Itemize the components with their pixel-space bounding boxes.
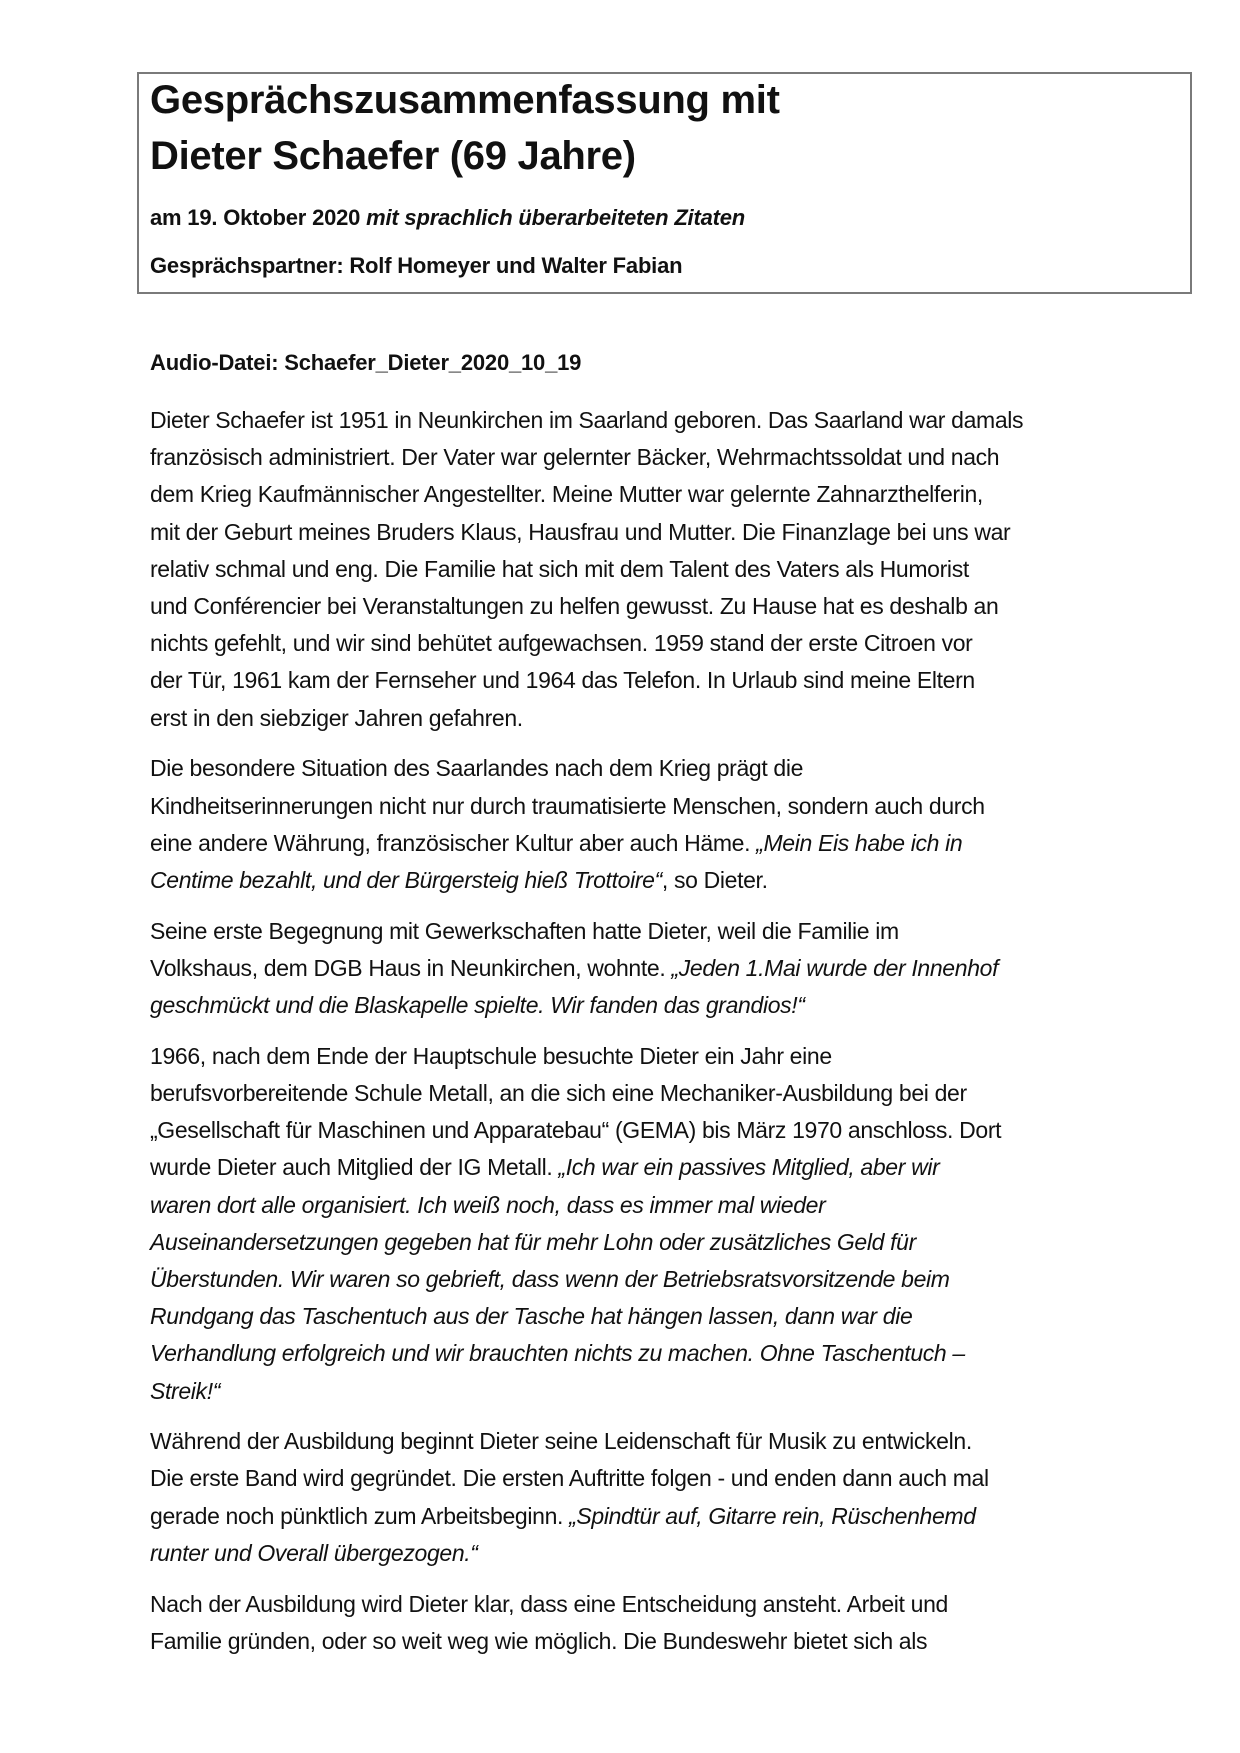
paragraph-2-line xyxy=(150,830,962,857)
body-text: Volkshaus, dem DGB Haus in Neunkirchen, wohnte. xyxy=(150,954,672,981)
body-text: Dieter Schaefer ist 1951 in Neunkirchen im Saarland geboren. Das Saarland war damals xyxy=(150,407,1024,433)
body-text: der Tür, 1961 kam der Fernseher und 1964 das Telefon. In Urlaub sind meine Eltern xyxy=(150,667,975,694)
body-text: wurde Dieter auch Mitglied der IG Metall. xyxy=(150,1154,559,1181)
body-text: Die erste Band wird gegründet. Die ersten Auftritte folgen - und enden dann auch mal xyxy=(150,1465,989,1492)
paragraph-1-line xyxy=(150,630,972,657)
paragraph-1-line xyxy=(150,407,1023,434)
document-title-line-1: Gesprächszusammenfassung mit xyxy=(150,78,780,122)
interview-note: mit sprachlich überarbeiteten Zitaten xyxy=(366,205,746,230)
paragraph-6-line xyxy=(150,1628,927,1655)
paragraph-3-line xyxy=(150,955,998,982)
interview-date-text: am 19. Oktober 2020 xyxy=(150,205,367,230)
body-text: Seine erste Begegnung mit Gewerkschaften hatte Dieter, weil die Familie im xyxy=(150,917,899,944)
quote-text: runter und Overall übergezogen.“ xyxy=(150,1539,478,1566)
paragraph-1-line xyxy=(150,667,975,694)
paragraph-3-line xyxy=(150,992,805,1019)
quote-text: Überstunden. Wir waren so gebrieft, dass wenn der Betriebsratsvorsitzende beim xyxy=(150,1265,950,1292)
body-text: , so Dieter. xyxy=(661,866,768,893)
paragraph-4-line xyxy=(150,1043,832,1070)
body-text: dem Krieg Kaufmännischer Angestellter. Meine Mutter war gelernte Zahnarzthelferin, xyxy=(150,481,983,508)
paragraph-6-line xyxy=(150,1591,948,1618)
paragraph-2-line xyxy=(150,867,768,894)
paragraph-5-line xyxy=(150,1465,989,1492)
paragraph-4-line xyxy=(150,1117,1001,1144)
body-text: Die besondere Situation des Saarlandes nach dem Krieg prägt die xyxy=(150,755,804,782)
body-text: Familie gründen, oder so weit weg wie möglich. Die Bundeswehr bietet sich als xyxy=(150,1627,928,1654)
audio-file-label: Audio-Datei: Schaefer_Dieter_2020_10_19 xyxy=(150,350,582,375)
paragraph-1-line xyxy=(150,593,998,620)
quote-text: Auseinandersetzungen gegeben hat für mehr Lohn oder zusätzliches Geld für xyxy=(150,1228,916,1255)
paragraph-1-line xyxy=(150,481,983,508)
quote-text: Centime bezahlt, und der Bürgersteig hieß Trottoire“ xyxy=(150,866,662,893)
paragraph-4-line xyxy=(150,1154,939,1181)
paragraph-1-line xyxy=(150,519,1010,546)
paragraph-3-line xyxy=(150,918,899,945)
quote-text: waren dort alle organisiert. Ich weiß noch, dass es immer mal wieder xyxy=(150,1191,826,1218)
quote-text: Verhandlung erfolgreich und wir brauchten nichts zu machen. Ohne Taschentuch – xyxy=(150,1340,965,1367)
paragraph-4-line xyxy=(150,1378,220,1405)
body-text: gerade noch pünktlich zum Arbeitsbeginn. xyxy=(150,1502,570,1529)
paragraph-5-line xyxy=(150,1428,972,1455)
quote-text: „Spindtür auf, Gitarre rein, Rüschenhemd xyxy=(569,1502,976,1529)
quote-text: geschmückt und die Blaskapelle spielte. Wir fanden das grandios!“ xyxy=(150,992,805,1018)
paragraph-1-line xyxy=(150,556,969,583)
quote-text: „Mein Eis habe ich in xyxy=(756,829,963,856)
paragraph-4-line xyxy=(150,1080,967,1107)
paragraph-5-line xyxy=(150,1540,478,1567)
interview-date xyxy=(150,205,745,231)
body-text: nichts gefehlt, und wir sind behütet aufgewachsen. 1959 stand der erste Citroen vor xyxy=(150,630,973,657)
paragraph-1-line xyxy=(150,444,999,471)
body-text: französisch administriert. Der Vater war gelernter Bäcker, Wehrmachtssoldat und nach xyxy=(150,444,1000,471)
body-text: und Conférencier bei Veranstaltungen zu helfen gewusst. Zu Hause hat es deshalb an xyxy=(150,593,999,619)
quote-text: „Ich war ein passives Mitglied, aber wir xyxy=(558,1154,940,1181)
paragraph-4-line xyxy=(150,1229,916,1256)
body-text: relativ schmal und eng. Die Familie hat sich mit dem Talent des Vaters als Humorist xyxy=(150,555,969,582)
paragraph-4-line xyxy=(150,1266,950,1293)
quote-text: Rundgang das Taschentuch aus der Tasche hat hängen lassen, dann war die xyxy=(150,1303,913,1330)
body-text: eine andere Währung, französischer Kultur aber auch Häme. xyxy=(150,829,757,856)
body-text: Während der Ausbildung beginnt Dieter seine Leidenschaft für Musik zu entwickeln. xyxy=(150,1428,972,1455)
quote-text: Streik!“ xyxy=(150,1377,221,1404)
quote-text: „Jeden 1.Mai wurde der Innenhof xyxy=(671,954,999,981)
paragraph-4-line xyxy=(150,1303,912,1330)
paragraph-2-line xyxy=(150,793,985,820)
body-text: 1966, nach dem Ende der Hauptschule besuchte Dieter ein Jahr eine xyxy=(150,1042,832,1069)
paragraph-4-line xyxy=(150,1340,965,1367)
body-text: mit der Geburt meines Bruders Klaus, Hausfrau und Mutter. Die Finanzlage bei uns war xyxy=(150,518,1011,545)
body-text: erst in den siebziger Jahren gefahren. xyxy=(150,704,523,731)
paragraph-4-line xyxy=(150,1192,825,1219)
body-text: Kindheitserinnerungen nicht nur durch traumatisierte Menschen, sondern auch durch xyxy=(150,792,985,819)
body-text: „Gesellschaft für Maschinen und Apparatebau“ (GEMA) bis März 1970 anschloss. Dort xyxy=(150,1117,1002,1144)
paragraph-2-line xyxy=(150,755,803,782)
interview-partners: Gesprächspartner: Rolf Homeyer und Walter Fabian xyxy=(150,253,683,278)
paragraph-1-line xyxy=(150,705,523,732)
body-text: Nach der Ausbildung wird Dieter klar, dass eine Entscheidung ansteht. Arbeit und xyxy=(150,1590,948,1617)
body-text: berufsvorbereitende Schule Metall, an die sich eine Mechaniker-Ausbildung bei der xyxy=(150,1079,967,1106)
document-title-line-2: Dieter Schaefer (69 Jahre) xyxy=(150,134,636,178)
paragraph-5-line xyxy=(150,1503,976,1530)
